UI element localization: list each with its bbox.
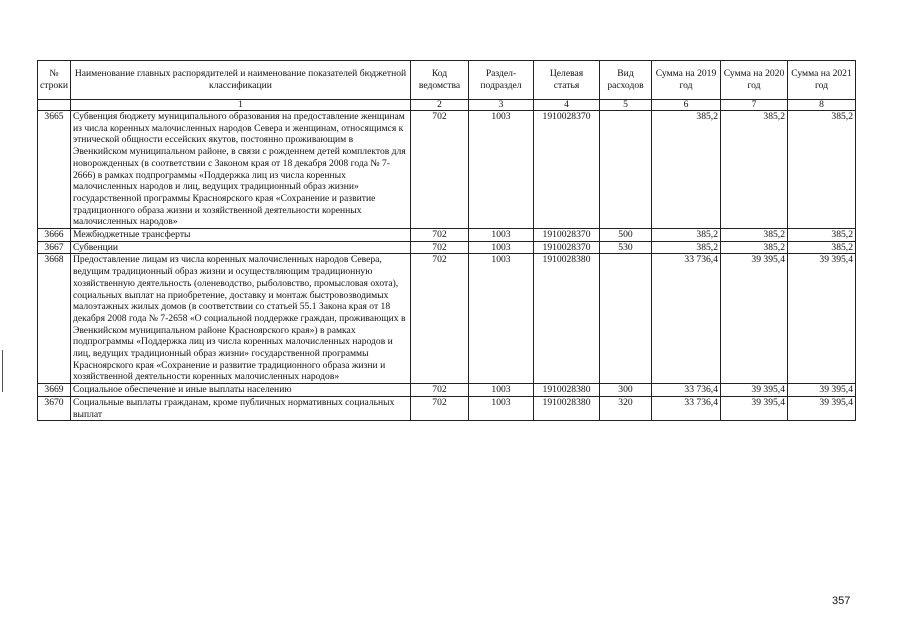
section-code: 1003 <box>469 254 534 384</box>
row-name: Социальные выплаты гражданам, кроме публичных нормативных социальных выплат <box>71 396 411 420</box>
sum-2019: 385,2 <box>652 229 721 242</box>
dept-code: 702 <box>411 384 469 397</box>
sum-2020: 39 395,4 <box>721 254 788 384</box>
dept-code: 702 <box>411 241 469 254</box>
row-name: Социальное обеспечение и иные выплаты населению <box>71 384 411 397</box>
table-row <box>38 111 856 229</box>
target-article: 1910028370 <box>534 111 600 229</box>
sum-2021: 39 395,4 <box>788 396 856 420</box>
section-code: 1003 <box>469 396 534 420</box>
sum-2019: 33 736,4 <box>652 254 721 384</box>
expense-type <box>600 111 652 229</box>
header-sum-2020: Сумма на 2020 год <box>721 61 788 100</box>
section-code: 1003 <box>469 229 534 242</box>
column-number: 5 <box>600 100 652 111</box>
sum-2019: 385,2 <box>652 241 721 254</box>
header-target-article: Целевая статья <box>534 61 600 100</box>
sum-2020: 385,2 <box>721 229 788 242</box>
expense-type: 320 <box>600 396 652 420</box>
sum-2021: 39 395,4 <box>788 254 856 384</box>
column-number: 7 <box>721 100 788 111</box>
target-article: 1910028370 <box>534 241 600 254</box>
dept-code: 702 <box>411 254 469 384</box>
sum-2021: 39 395,4 <box>788 384 856 397</box>
column-number <box>38 100 71 111</box>
sum-2020: 39 395,4 <box>721 384 788 397</box>
row-name: Предоставление лицам из числа коренных малочисленных народов Севера, ведущим традиционный образ жизни и осуществляющим традиционную хозяйственную деятельность (оленеводство, рыболовство, промысловая охота), социальных выплат на приобретение, доставку и монтаж быстровозводимых малоэтажных жилых домов (в соответствии со статьей 55.1 Закона края от 18 декабря 2008 года № 7-2658 «О социальной поддержке граждан, проживающих в Эвенкийском муниципальном районе Красноярского края») в рамках подпрограммы «Поддержка лиц из числа коренных малочисленных народов и лиц, ведущих традиционный образ жизни» государственной программы Красноярского края «Сохранение и развитие традиционного образа жизни и хозяйственной деятельности коренных малочисленных народов» <box>71 254 411 384</box>
sum-2020: 385,2 <box>721 241 788 254</box>
column-number: 6 <box>652 100 721 111</box>
target-article: 1910028380 <box>534 254 600 384</box>
table-row <box>38 241 856 254</box>
expense-type: 530 <box>600 241 652 254</box>
column-number: 1 <box>71 100 411 111</box>
row-name: Межбюджетные трансферты <box>71 229 411 242</box>
row-number: 3668 <box>38 254 71 384</box>
sum-2021: 385,2 <box>788 111 856 229</box>
sum-2020: 385,2 <box>721 111 788 229</box>
sum-2019: 33 736,4 <box>652 384 721 397</box>
sum-2021: 385,2 <box>788 241 856 254</box>
row-number: 3670 <box>38 396 71 420</box>
section-code: 1003 <box>469 384 534 397</box>
column-number: 3 <box>469 100 534 111</box>
header-sum-2021: Сумма на 2021 год <box>788 61 856 100</box>
page-number: 357 <box>832 595 851 607</box>
column-number: 4 <box>534 100 600 111</box>
column-number-row <box>38 100 856 111</box>
sum-2021: 385,2 <box>788 229 856 242</box>
header-row <box>38 61 856 100</box>
table-row <box>38 254 856 384</box>
section-code: 1003 <box>469 241 534 254</box>
row-number: 3667 <box>38 241 71 254</box>
expense-type <box>600 254 652 384</box>
row-number: 3665 <box>38 111 71 229</box>
table-row <box>38 229 856 242</box>
dept-code: 702 <box>411 111 469 229</box>
header-dept-code: Код ведомства <box>411 61 469 100</box>
target-article: 1910028380 <box>534 384 600 397</box>
dept-code: 702 <box>411 396 469 420</box>
budget-table <box>37 60 856 421</box>
column-number: 8 <box>788 100 856 111</box>
row-number: 3666 <box>38 229 71 242</box>
header-expense-type: Вид расходов <box>600 61 652 100</box>
header-row-number: № строки <box>38 61 71 100</box>
target-article: 1910028380 <box>534 396 600 420</box>
sum-2019: 385,2 <box>652 111 721 229</box>
sum-2020: 39 395,4 <box>721 396 788 420</box>
expense-type: 500 <box>600 229 652 242</box>
row-name: Субвенция бюджету муниципального образования на предоставление женщинам из числа коренных малочисленных народов Севера и женщинам, относящимся к этнической общности ессейских якутов, постоянно проживающим в Эвенкийском муниципальном районе, в связи с рожденнем детей комплектов для новорожденных (в соответствии с Законом края от 18 декабря 2008 года № 7-2666) в рамках подпрограммы «Поддержка лиц из числа коренных малочисленных народов и лиц, ведущих традиционный образ жизни» государственной программы Красноярского края «Сохранение и развитие традиционного образа жизни и хозяйственной деятельности коренных малочисленных народов» <box>71 111 411 229</box>
section-code: 1003 <box>469 111 534 229</box>
header-sum-2019: Сумма на 2019 год <box>652 61 721 100</box>
header-section: Раздел-подраздел <box>469 61 534 100</box>
dept-code: 702 <box>411 229 469 242</box>
table-row <box>38 396 856 420</box>
target-article: 1910028370 <box>534 229 600 242</box>
row-number: 3669 <box>38 384 71 397</box>
column-number: 2 <box>411 100 469 111</box>
row-name: Субвенции <box>71 241 411 254</box>
scan-artifact-line <box>2 350 3 392</box>
expense-type: 300 <box>600 384 652 397</box>
sum-2019: 33 736,4 <box>652 396 721 420</box>
header-name: Наименование главных распорядителей и наименование показателей бюджетной классификации <box>71 61 411 100</box>
table-row <box>38 384 856 397</box>
